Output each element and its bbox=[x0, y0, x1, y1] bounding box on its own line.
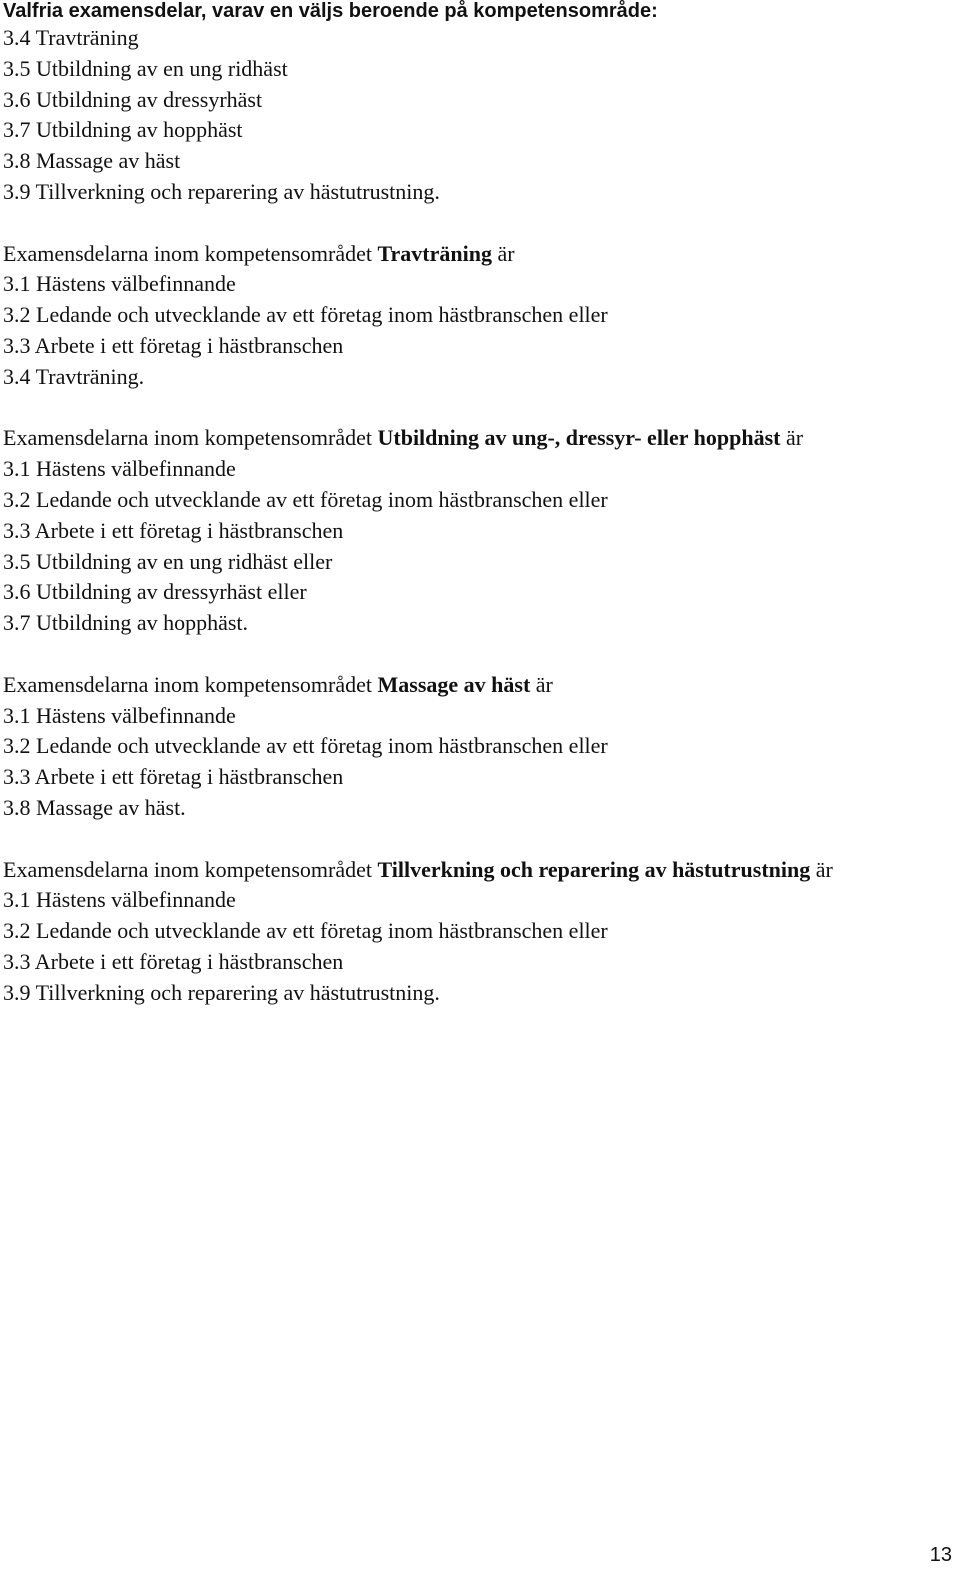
list-item: 3.1 Hästens välbefinnande bbox=[3, 887, 236, 913]
section-intro bbox=[3, 670, 958, 701]
section-intro bbox=[3, 423, 958, 454]
list-item: 3.6 Utbildning av dressyrhäst eller bbox=[3, 579, 307, 605]
section-utbildning bbox=[3, 423, 960, 639]
spacer bbox=[3, 824, 960, 855]
list-item: 3.3 Arbete i ett företag i hästbranschen bbox=[3, 948, 344, 974]
optional-parts-list bbox=[3, 23, 960, 208]
list-item: 3.1 Hästens välbefinnande bbox=[3, 271, 236, 297]
list-item: 3.1 Hästens välbefinnande bbox=[3, 702, 236, 728]
section-intro-prefix: Examensdelarna inom kompetensområdet bbox=[3, 856, 378, 882]
list-item: 3.9 Tillverkning och reparering av hästutrustning. bbox=[3, 178, 440, 204]
page-number: 13 bbox=[929, 1544, 952, 1566]
list-item: 3.5 Utbildning av en ung ridhäst eller bbox=[3, 548, 333, 574]
spacer bbox=[3, 639, 960, 670]
list-item: 3.4 Travträning bbox=[3, 25, 139, 50]
document-page bbox=[3, 0, 960, 1009]
section-intro-prefix: Examensdelarna inom kompetensområdet bbox=[3, 425, 378, 451]
competence-area: Massage av häst bbox=[377, 671, 531, 697]
optional-parts-heading: Valfria examensdelar, varav en väljs beroende på kompetensområde: bbox=[3, 0, 658, 22]
list-item: 3.2 Ledande och utvecklande av ett företag inom hästbranschen eller bbox=[3, 733, 608, 759]
list-item: 3.3 Arbete i ett företag i hästbranschen bbox=[3, 517, 344, 543]
list-item: 3.1 Hästens välbefinnande bbox=[3, 456, 236, 482]
list-item: 3.8 Massage av häst. bbox=[3, 794, 186, 820]
section-intro-suffix: är bbox=[491, 240, 515, 266]
list-item: 3.7 Utbildning av hopphäst bbox=[3, 117, 243, 143]
list-item: 3.7 Utbildning av hopphäst. bbox=[3, 610, 249, 636]
section-massage bbox=[3, 670, 960, 824]
competence-area: Travträning bbox=[377, 240, 492, 266]
list-item: 3.2 Ledande och utvecklande av ett företag inom hästbranschen eller bbox=[3, 918, 608, 944]
spacer bbox=[3, 393, 960, 424]
section-intro-prefix: Examensdelarna inom kompetensområdet bbox=[3, 240, 378, 266]
section-intro bbox=[3, 855, 958, 886]
list-item: 3.5 Utbildning av en ung ridhäst bbox=[3, 55, 288, 81]
section-intro bbox=[3, 239, 958, 270]
competence-area: Tillverkning och reparering av hästutrustning bbox=[377, 856, 811, 882]
list-item: 3.3 Arbete i ett företag i hästbranschen bbox=[3, 764, 344, 790]
list-item: 3.2 Ledande och utvecklande av ett företag inom hästbranschen eller bbox=[3, 302, 608, 328]
section-intro-suffix: är bbox=[530, 671, 553, 697]
section-intro-suffix: är bbox=[810, 856, 833, 882]
list-item: 3.8 Massage av häst bbox=[3, 148, 181, 174]
spacer bbox=[3, 208, 960, 239]
list-item: 3.4 Travträning. bbox=[3, 363, 145, 389]
list-item: 3.9 Tillverkning och reparering av hästutrustning. bbox=[3, 979, 440, 1005]
section-intro-suffix: är bbox=[780, 425, 804, 451]
list-item: 3.2 Ledande och utvecklande av ett företag inom hästbranschen eller bbox=[3, 486, 608, 512]
list-item: 3.3 Arbete i ett företag i hästbranschen bbox=[3, 332, 344, 358]
section-travtraning bbox=[3, 239, 960, 393]
section-intro-prefix: Examensdelarna inom kompetensområdet bbox=[3, 671, 378, 697]
list-item: 3.6 Utbildning av dressyrhäst bbox=[3, 86, 263, 112]
section-tillverkning bbox=[3, 855, 960, 1009]
competence-area: Utbildning av ung-, dressyr- eller hopphäst bbox=[377, 425, 781, 451]
